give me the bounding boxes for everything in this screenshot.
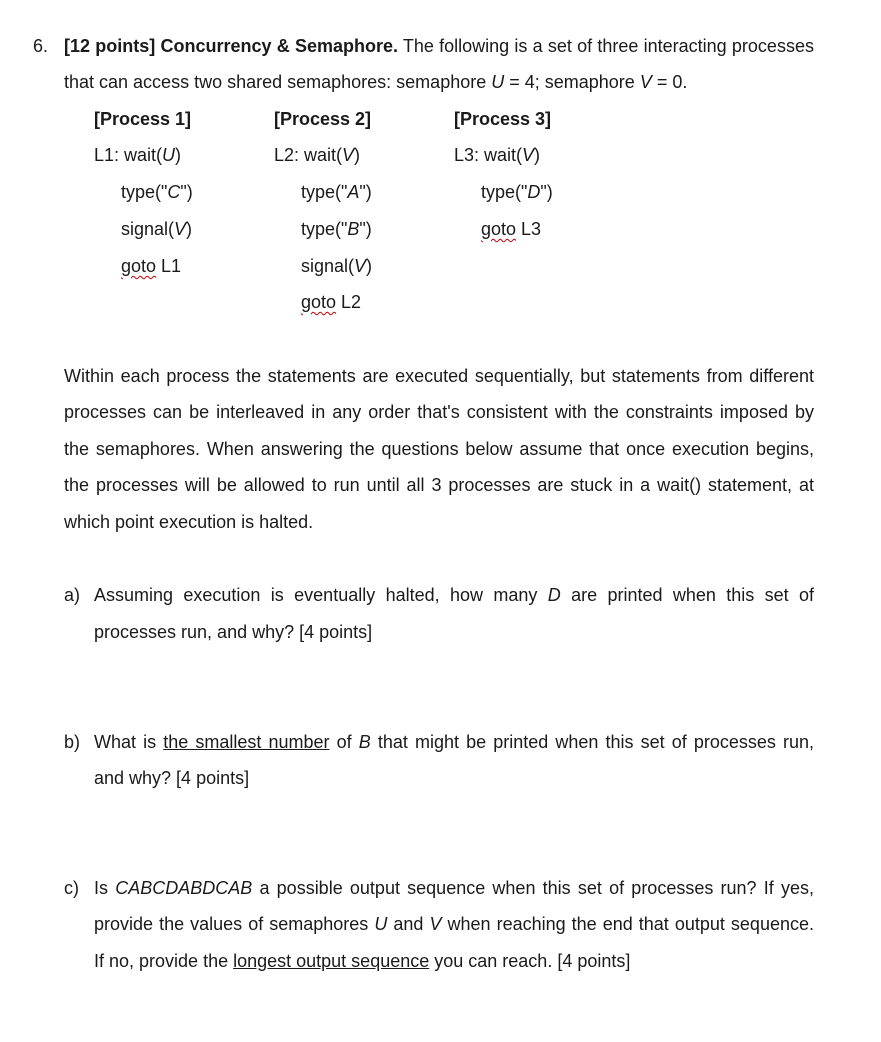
p2-goto-target: L2: [336, 292, 362, 312]
p2s2-arg: B: [347, 219, 360, 239]
p3s1-arg: D: [527, 182, 541, 202]
part-c-underlined: longest output sequence: [233, 951, 430, 971]
intro-text-2: that can access two shared semaphores: semaphore: [64, 72, 492, 92]
process-2-stmt-3: [301, 256, 372, 277]
part-c-l2-post: when reaching the end that output sequence.: [441, 914, 814, 934]
paragraph-line-2: processes can be interleaved in any order that's consistent with the constraints imposed by: [64, 402, 814, 422]
paragraph-line-3: the semaphores. When answering the questions below assume that once execution begins,: [64, 439, 814, 459]
p1s2-arg: V: [174, 219, 187, 239]
part-c-l3-pre: If no, provide the: [94, 951, 234, 971]
part-b-var: B: [358, 732, 371, 752]
part-c-line-1: [94, 878, 814, 899]
p3s1-post: "): [540, 182, 553, 202]
process-3-label-line: L3: wait(V): [454, 145, 541, 165]
sem-v-value: = 0.: [651, 72, 688, 92]
process-2-goto: [301, 292, 361, 313]
process-1-goto: [121, 256, 181, 277]
part-c-post: a possible output sequence when this set of processes run? If yes,: [252, 878, 814, 898]
part-b-line-2: and why? [4 points]: [94, 768, 250, 788]
process-1-stmt-2: [121, 219, 192, 240]
p1-goto-kw: goto: [121, 256, 157, 276]
part-b-underlined: the smallest number: [163, 732, 330, 752]
process-2-stmt-1: [301, 182, 372, 203]
p2s3-arg: V: [354, 256, 367, 276]
p2s1-pre: type(": [301, 182, 348, 202]
part-b-pre: What is: [94, 732, 164, 752]
process-1-stmt-1: [121, 182, 193, 203]
sem-u-value: = 4; semaphore: [504, 72, 640, 92]
process-3-goto: [481, 219, 541, 240]
sem-u-name: U: [491, 72, 505, 92]
p1s2-pre: signal(: [121, 219, 175, 239]
p1-goto-target: L1: [156, 256, 182, 276]
p2s3-pre: signal(: [301, 256, 355, 276]
part-b-post: that might be printed when this set of processes run,: [370, 732, 814, 752]
intro-line-2: [64, 72, 687, 93]
question-heading-line: [64, 36, 814, 57]
p2s1-post: "): [359, 182, 372, 202]
sem-v-name: V: [639, 72, 652, 92]
part-c-pre: Is: [94, 878, 116, 898]
part-c-l3-post: you can reach. [4 points]: [429, 951, 631, 971]
part-b-label: b): [64, 732, 81, 752]
part-a-label: a): [64, 585, 81, 605]
part-a-var: D: [547, 585, 561, 605]
process-2-header: [Process 2]: [274, 109, 372, 129]
part-c-label: c): [64, 878, 79, 898]
part-b-mid: of: [329, 732, 359, 752]
p1-label: L1: wait(: [94, 145, 163, 165]
part-c-v: V: [429, 914, 442, 934]
p2-goto-kw: goto: [301, 292, 337, 312]
intro-text-1: The following is a set of three interacting processes: [402, 36, 814, 56]
p3-goto-target: L3: [516, 219, 542, 239]
part-c-u: U: [374, 914, 388, 934]
p2s1-arg: A: [347, 182, 360, 202]
part-a-line-2: processes run, and why? [4 points]: [94, 622, 373, 642]
part-c-and: and: [387, 914, 430, 934]
part-c-line-2: [94, 914, 814, 935]
p1s1-post: "): [180, 182, 193, 202]
p2s2-pre: type(": [301, 219, 348, 239]
p3-wait-sem: V: [522, 145, 535, 165]
points-label: [12 points]: [64, 36, 156, 56]
part-b-line-1: [94, 732, 814, 753]
paragraph-line-4: the processes will be allowed to run until all 3 processes are stuck in a wait() statement, at: [64, 475, 814, 495]
p3-goto-kw: goto: [481, 219, 517, 239]
p1s2-post: ): [186, 219, 193, 239]
p1s1-pre: type(": [121, 182, 168, 202]
p2-label: L2: wait(: [274, 145, 343, 165]
p2-wait-sem: V: [342, 145, 355, 165]
part-c-line-3: [94, 951, 814, 972]
part-a-pre: Assuming execution is eventually halted, how many: [94, 585, 548, 605]
p3s1-pre: type(": [481, 182, 528, 202]
process-3-stmt-1: [481, 182, 553, 203]
process-2-stmt-2: [301, 219, 372, 240]
p3-label: L3: wait(: [454, 145, 523, 165]
part-a-post: are printed when this set of: [560, 585, 815, 605]
p1s1-arg: C: [167, 182, 181, 202]
part-c-l2-pre: provide the values of semaphores: [94, 914, 375, 934]
process-1-label-line: L1: wait(U): [94, 145, 182, 165]
part-c-sequence: CABCDABDCAB: [115, 878, 253, 898]
part-a-line-1: [94, 585, 814, 606]
paragraph-line-5: which point execution is halted.: [64, 512, 314, 532]
process-1-header: [Process 1]: [94, 109, 192, 129]
p1-wait-sem: U: [162, 145, 176, 165]
p2s3-post: ): [366, 256, 373, 276]
paragraph-line-1: Within each process the statements are executed sequentially, but statements from different: [64, 366, 814, 386]
question-number: 6.: [33, 36, 49, 56]
process-3-header: [Process 3]: [454, 109, 552, 129]
question-title: Concurrency & Semaphore.: [160, 36, 398, 56]
process-2-label-line: L2: wait(V): [274, 145, 361, 165]
p2s2-post: "): [359, 219, 372, 239]
